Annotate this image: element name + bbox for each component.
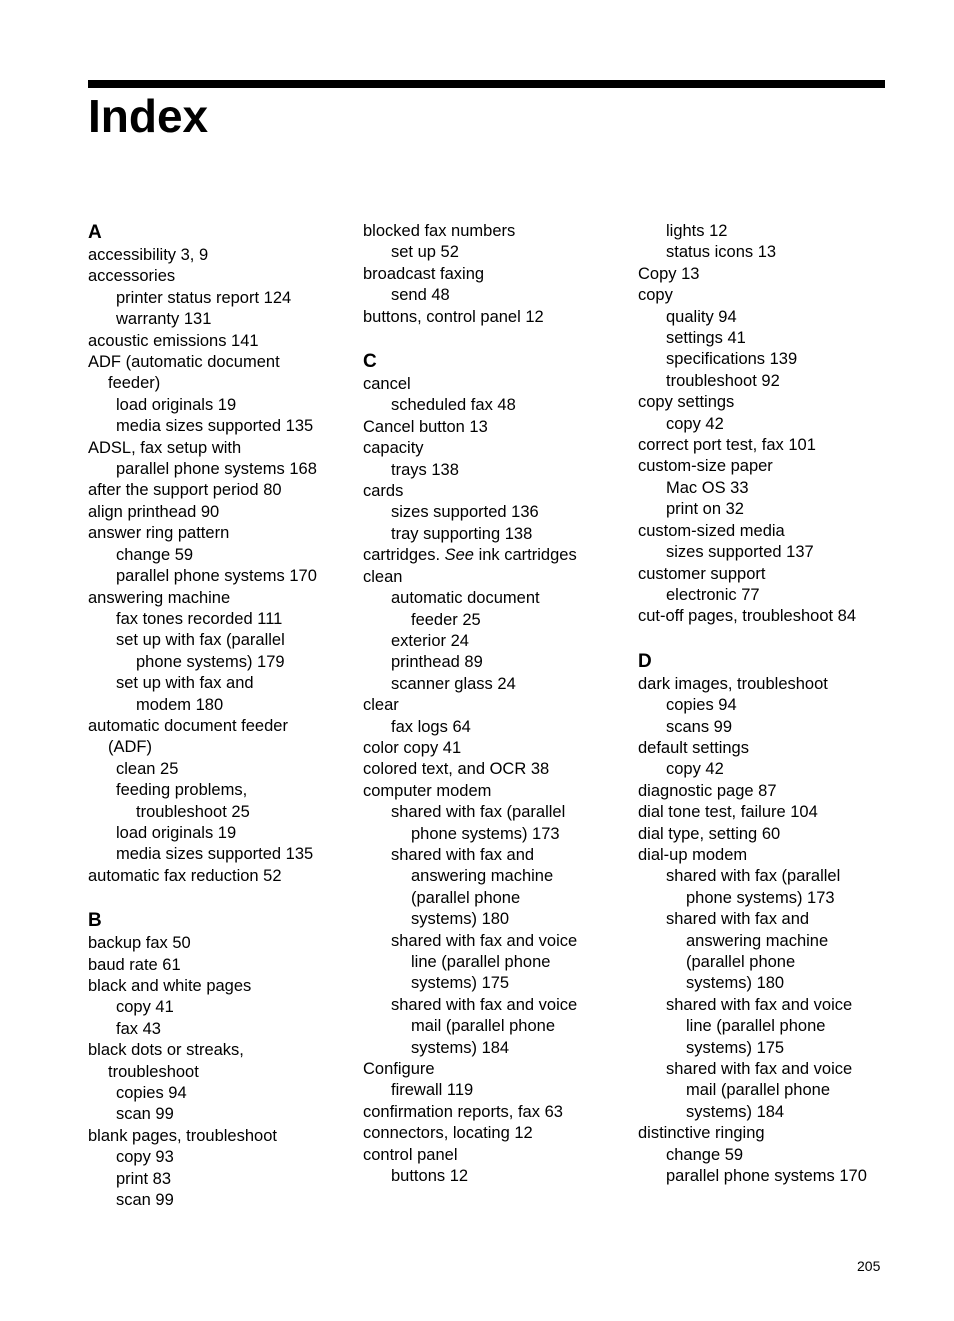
index-subentry: send 48 [391, 286, 450, 305]
index-subentry: systems) 184 [686, 1102, 785, 1121]
index-entry-continuation: (ADF) [108, 738, 152, 757]
index-subentry: scan 99 [116, 1191, 174, 1210]
index-entry: baud rate 61 [88, 955, 181, 974]
index-subentry: copy 41 [116, 998, 174, 1017]
index-subentry: feeding problems, [116, 781, 248, 800]
index-entry: custom-size paper [638, 457, 773, 476]
index-subentry: set up 52 [391, 243, 459, 262]
index-entry: cards [363, 482, 404, 501]
index-entry: distinctive ringing [638, 1124, 765, 1143]
index-entry: dial tone test, failure 104 [638, 803, 818, 822]
index-subentry: copies 94 [116, 1084, 187, 1103]
index-letter-heading: C [363, 351, 377, 373]
index-entry: diagnostic page 87 [638, 781, 777, 800]
section-gap [88, 887, 358, 909]
page-title: Index [88, 90, 209, 142]
index-entry: ADF (automatic document [88, 353, 280, 372]
index-subentry: set up with fax and [116, 674, 254, 693]
index-subentry: line (parallel phone [686, 1017, 826, 1036]
index-entry: dark images, troubleshoot [638, 674, 828, 693]
index-entry: accessories [88, 267, 176, 286]
index-subentry: feeder 25 [411, 610, 481, 629]
index-entry: correct port test, fax 101 [638, 436, 816, 455]
index-entry: answering machine [88, 588, 231, 607]
index-entry: computer modem [363, 781, 492, 800]
index-subentry: clean 25 [116, 759, 179, 778]
index-entry: Cancel button 13 [363, 417, 488, 436]
index-subentry: troubleshoot 25 [136, 802, 250, 821]
index-subentry: (parallel phone [686, 953, 796, 971]
index-entry: ADSL, fax setup with [88, 438, 242, 457]
index-subentry: firewall 119 [391, 1081, 474, 1100]
index-subentry: systems) 180 [686, 974, 785, 993]
index-column-2 [363, 221, 633, 1187]
index-entry: customer support [638, 564, 766, 583]
index-subentry: status icons 13 [666, 243, 777, 262]
index-subentry: mail (parallel phone [686, 1081, 830, 1100]
index-subentry: shared with fax (parallel [666, 867, 841, 886]
index-subentry: scan 99 [116, 1105, 174, 1124]
index-subentry: scheduled fax 48 [391, 396, 516, 415]
index-entry: acoustic emissions 141 [88, 331, 259, 350]
index-subentry: tray supporting 138 [391, 524, 533, 543]
index-subentry: quality 94 [666, 307, 737, 326]
index-entry: broadcast faxing [363, 264, 485, 283]
index-subentry: shared with fax and voice [666, 1060, 853, 1079]
index-subentry: load originals 19 [116, 395, 237, 414]
section-gap [638, 628, 908, 650]
index-entry: default settings [638, 738, 749, 757]
index-entry: backup fax 50 [88, 934, 191, 953]
index-entry: dial type, setting 60 [638, 824, 781, 843]
see-reference-label: See [444, 546, 474, 565]
index-subentry: mail (parallel phone [411, 1017, 555, 1036]
index-subentry: printhead 89 [391, 653, 483, 672]
index-subentry: automatic document [391, 589, 540, 608]
index-subentry: shared with fax and [666, 910, 810, 929]
index-entry-continuation: feeder) [108, 374, 161, 393]
index-subentry: systems) 175 [686, 1038, 785, 1057]
index-entry: colored text, and OCR 38 [363, 760, 550, 779]
index-subentry: phone systems) 179 [136, 652, 285, 671]
index-subentry: (parallel phone [411, 888, 521, 907]
index-subentry: fax 43 [116, 1019, 161, 1038]
index-entry: dial-up modem [638, 845, 748, 864]
index-subentry: trays 138 [391, 460, 459, 479]
index-subentry: shared with fax and voice [666, 995, 853, 1014]
index-subentry: sizes supported 137 [666, 543, 814, 562]
index-subentry: systems) 180 [411, 910, 510, 929]
index-subentry: shared with fax (parallel [391, 803, 566, 822]
index-entry: blank pages, troubleshoot [88, 1126, 277, 1145]
index-subentry: print on 32 [666, 500, 744, 519]
index-subentry: fax logs 64 [391, 717, 471, 736]
index-entry: buttons, control panel 12 [363, 307, 544, 326]
index-subentry: change 59 [666, 1145, 744, 1164]
index-subentry: line (parallel phone [411, 953, 551, 971]
index-subentry: shared with fax and [391, 845, 535, 864]
index-entry: copy settings [638, 393, 735, 412]
index-subentry: shared with fax and voice [391, 931, 578, 950]
index-subentry: copy 93 [116, 1148, 174, 1167]
index-entry: cut-off pages, troubleshoot 84 [638, 607, 857, 626]
index-column-1 [88, 221, 358, 1211]
section-gap [363, 328, 633, 350]
index-subentry: copies 94 [666, 696, 737, 715]
index-subentry: lights 12 [666, 222, 728, 240]
index-subentry: shared with fax and voice [391, 995, 578, 1014]
index-subentry: load originals 19 [116, 823, 237, 842]
index-subentry: phone systems) 173 [411, 824, 560, 843]
index-entry: Configure [363, 1060, 435, 1079]
index-entry [363, 545, 633, 566]
index-subentry: media sizes supported 135 [116, 845, 314, 864]
index-subentry: copy 42 [666, 414, 724, 433]
index-subentry: set up with fax (parallel [116, 631, 285, 650]
index-subentry: fax tones recorded 111 [116, 609, 283, 628]
see-reference-target: ink cartridges [473, 546, 577, 565]
index-letter-heading: B [88, 910, 102, 932]
index-entry: automatic document feeder [88, 716, 288, 735]
index-entry: answer ring pattern [88, 524, 230, 543]
index-entry: control panel [363, 1145, 458, 1164]
index-entry: black and white pages [88, 977, 252, 995]
index-entry: blocked fax numbers [363, 222, 516, 240]
title-rule [88, 80, 885, 88]
index-letter-heading: A [88, 222, 102, 243]
index-letter-heading: D [638, 650, 652, 672]
index-subentry: modem 180 [136, 695, 224, 714]
index-entry: clean [363, 567, 403, 586]
index-entry: accessibility 3, 9 [88, 246, 209, 264]
index-subentry: Mac OS 33 [666, 478, 749, 497]
index-subentry: answering machine [411, 867, 554, 886]
index-subentry: parallel phone systems 170 [666, 1167, 867, 1186]
index-subentry: parallel phone systems 168 [116, 460, 317, 479]
index-subentry: answering machine [686, 931, 829, 950]
index-subentry: specifications 139 [666, 350, 798, 369]
index-subentry: copy 42 [666, 760, 724, 779]
index-subentry: warranty 131 [116, 310, 212, 329]
index-entry: cancel [363, 375, 411, 394]
index-entry: color copy 41 [363, 738, 462, 757]
index-subentry: change 59 [116, 545, 194, 564]
index-entry-continuation: troubleshoot [108, 1062, 199, 1081]
page-number: 205 [857, 1258, 881, 1274]
index-entry: black dots or streaks, [88, 1041, 244, 1060]
index-entry: after the support period 80 [88, 481, 282, 500]
index-subentry: systems) 175 [411, 974, 510, 993]
index-column-3 [638, 221, 908, 1187]
index-entry-term: cartridges. [363, 546, 445, 565]
index-subentry: phone systems) 173 [686, 888, 835, 907]
index-entry: automatic fax reduction 52 [88, 866, 282, 885]
index-subentry: buttons 12 [391, 1167, 469, 1186]
index-subentry: printer status report 124 [116, 288, 292, 307]
index-entry: Copy 13 [638, 264, 700, 283]
index-subentry: media sizes supported 135 [116, 417, 314, 436]
index-entry: align printhead 90 [88, 502, 220, 521]
index-subentry: scans 99 [666, 717, 733, 736]
index-entry: custom-sized media [638, 521, 785, 540]
index-subentry: systems) 184 [411, 1038, 510, 1057]
index-subentry: settings 41 [666, 329, 746, 348]
index-entry: clear [363, 696, 399, 715]
index-subentry: troubleshoot 92 [666, 371, 780, 390]
index-subentry: sizes supported 136 [391, 503, 539, 522]
index-entry: connectors, locating 12 [363, 1124, 533, 1143]
index-subentry: exterior 24 [391, 631, 469, 650]
index-subentry: electronic 77 [666, 585, 760, 604]
index-subentry: print 83 [116, 1169, 172, 1188]
index-entry: confirmation reports, fax 63 [363, 1102, 563, 1121]
index-entry: capacity [363, 439, 424, 458]
index-entry: copy [638, 286, 673, 305]
index-subentry: scanner glass 24 [391, 674, 516, 693]
index-subentry: parallel phone systems 170 [116, 567, 317, 586]
